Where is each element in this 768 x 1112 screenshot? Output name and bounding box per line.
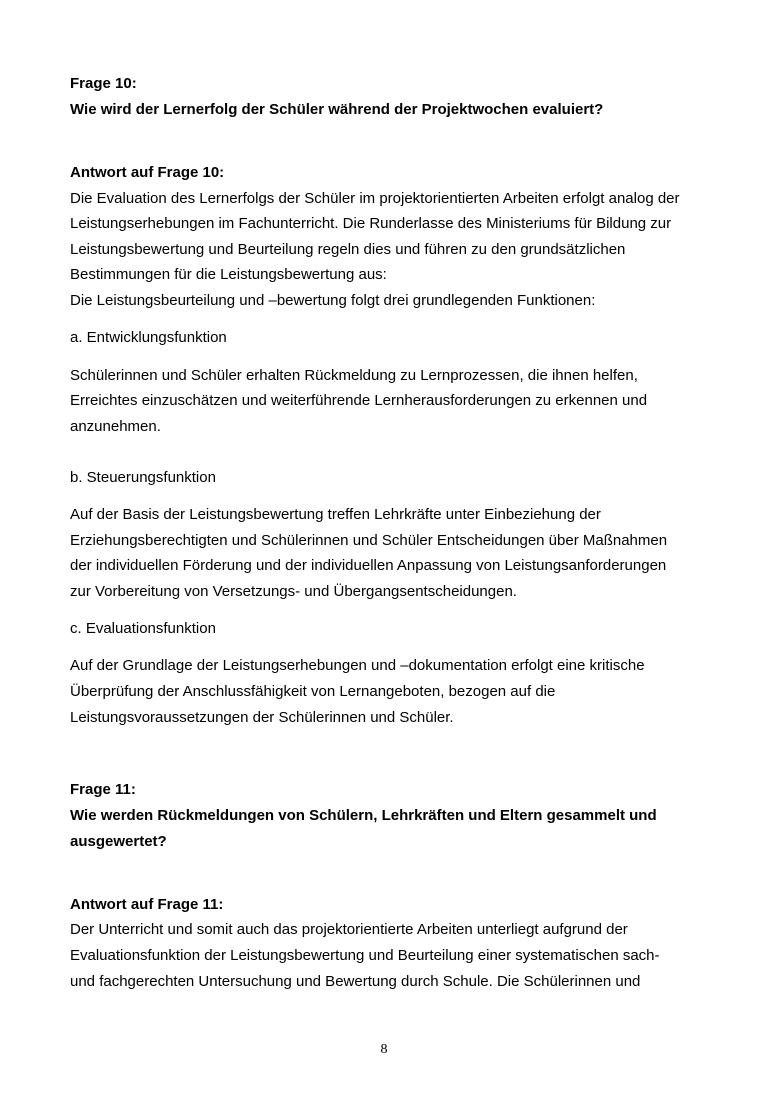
function-text-line: Leistungsvoraussetzungen der Schülerinnen und Schüler. (70, 709, 454, 726)
function-text-line: Überprüfung der Anschlussfähigkeit von Lernangeboten, bezogen auf die (70, 683, 556, 700)
function-text-line: Auf der Grundlage der Leistungserhebungen und –dokumentation erfolgt eine kritische (70, 657, 645, 674)
function-text-line: Erziehungsberechtigten und Schülerinnen und Schüler Entscheidungen über Maßnahmen (70, 532, 668, 549)
function-text-line: anzunehmen. (70, 418, 161, 435)
function-text-line: Auf der Basis der Leistungsbewertung treffen Lehrkräfte unter Einbeziehung der (70, 506, 601, 523)
q10-intro-line: Die Leistungsbeurteilung und –bewertung folgt drei grundlegenden Funktionen: (70, 292, 596, 309)
function-heading: c. Evaluationsfunktion (70, 620, 216, 637)
q10-intro-line: Leistungserhebungen im Fachunterricht. Die Runderlasse des Ministeriums für Bildung zur (70, 215, 672, 232)
function-text-line: zur Vorbereitung von Versetzungs- und Übergangsentscheidungen. (70, 583, 517, 600)
function-heading: a. Entwicklungsfunktion (70, 329, 227, 346)
q10-intro-line: Leistungsbewertung und Beurteilung regeln dies und führen zu den grundsätzlichen (70, 241, 626, 258)
q11-question-line: ausgewertet? (70, 833, 167, 850)
q11-question-line: Wie werden Rückmeldungen von Schülern, Lehrkräften und Eltern gesammelt und (70, 807, 657, 824)
page-number: 8 (380, 1042, 388, 1057)
function-heading: b. Steuerungsfunktion (70, 469, 216, 486)
q10-answer-label: Antwort auf Frage 10: (70, 164, 225, 181)
q10-intro-line: Die Evaluation des Lernerfolgs der Schüler im projektorientierten Arbeiten erfolgt analog der (70, 190, 680, 207)
q11-answer-label: Antwort auf Frage 11: (70, 896, 224, 913)
function-text-line: Erreichtes einzuschätzen und weiterführende Lernherausforderungen zu erkennen und (70, 392, 648, 409)
q10-intro-line: Bestimmungen für die Leistungsbewertung aus: (70, 266, 387, 283)
q11-answer-line: und fachgerechten Untersuchung und Bewertung durch Schule. Die Schülerinnen und (70, 973, 641, 990)
q11-answer-line: Evaluationsfunktion der Leistungsbewertung und Beurteilung einer systematischen sach- (70, 947, 660, 964)
q10-question: Wie wird der Lernerfolg der Schüler während der Projektwochen evaluiert? (70, 101, 604, 118)
function-text-line: der individuellen Förderung und der individuellen Anpassung von Leistungsanforderungen (70, 557, 667, 574)
function-text-line: Schülerinnen und Schüler erhalten Rückmeldung zu Lernprozessen, die ihnen helfen, (70, 367, 638, 384)
q11-answer-line: Der Unterricht und somit auch das projektorientierte Arbeiten unterliegt aufgrund der (70, 921, 628, 938)
q11-label: Frage 11: (70, 781, 136, 798)
q10-label: Frage 10: (70, 75, 137, 92)
